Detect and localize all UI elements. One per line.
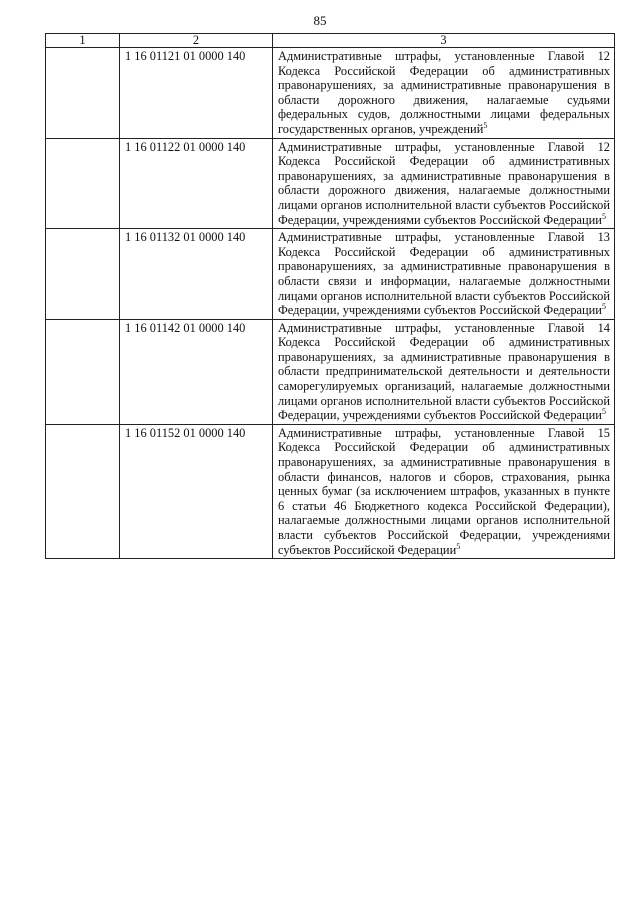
- description-body: Административные штрафы, установленные Главой 14 Кодекса Российской Федерации об административных правонарушениях, за административные правонарушения в области предпринимательской деятельности и деятельности саморегулируемых организаций, налагаемые должностными лицами органов исполнительной власти субъектов Российской Федерации, учреждениями субъектов Российской Федерации: [278, 320, 610, 423]
- budget-code-cell: 1 16 01142 01 0000 140: [120, 319, 273, 424]
- row-index-cell: [46, 424, 120, 558]
- table-row: [46, 229, 615, 320]
- row-index-cell: [46, 229, 120, 320]
- table-header-row: [46, 34, 615, 48]
- budget-code-cell: 1 16 01152 01 0000 140: [120, 424, 273, 558]
- footnote-marker: 5: [456, 541, 461, 551]
- budget-code-cell: 1 16 01121 01 0000 140: [120, 48, 273, 139]
- footnote-marker: 5: [601, 407, 606, 417]
- description-text: [278, 426, 610, 557]
- row-index-cell: [46, 138, 120, 229]
- description-text: [278, 49, 610, 137]
- description-cell: [273, 319, 615, 424]
- footnote-marker: 5: [483, 120, 488, 130]
- column-header-1: 1: [46, 34, 120, 48]
- budget-classification-table: [45, 33, 615, 559]
- table-row: [46, 48, 615, 139]
- description-text: [278, 321, 610, 423]
- description-body: Административные штрафы, установленные Главой 15 Кодекса Российской Федерации об административных правонарушениях, за административные правонарушения в области финансов, налогов и сборов, страхования, рынка ценных бумаг (за исключением штрафов, указанных в пункте 6 статьи 46 Бюджетного кодекса Российской Федерации), налагаемые должностными лицами органов исполнительной власти субъектов Российской Федерации, учреждениями субъектов Российской Федерации: [278, 425, 610, 557]
- row-index-cell: [46, 319, 120, 424]
- description-body: Административные штрафы, установленные Главой 12 Кодекса Российской Федерации об административных правонарушениях, за административные правонарушения в области дорожного движения, налагаемые судьями федеральных судов, должностными лицами федеральных государственных органов, учреждений: [278, 49, 610, 136]
- budget-code-cell: 1 16 01122 01 0000 140: [120, 138, 273, 229]
- description-body: Административные штрафы, установленные Главой 13 Кодекса Российской Федерации об административных правонарушениях, за административные правонарушения в области связи и информации, налагаемые должностными лицами органов исполнительной власти субъектов Российской Федерации, учреждениями субъектов Российской Федерации: [278, 230, 610, 318]
- description-text: [278, 140, 610, 228]
- page-number: 85: [313, 13, 327, 28]
- description-body: Административные штрафы, установленные Главой 12 Кодекса Российской Федерации об административных правонарушениях, за административные правонарушения в области дорожного движения, налагаемые должностными лицами органов исполнительной власти субъектов Российской Федерации, учреждениями субъектов Российской Федерации: [278, 139, 610, 227]
- description-text: [278, 230, 610, 318]
- description-cell: [273, 48, 615, 139]
- column-header-3: 3: [273, 34, 615, 48]
- table-row: [46, 138, 615, 229]
- budget-code-cell: 1 16 01132 01 0000 140: [120, 229, 273, 320]
- table-row: [46, 424, 615, 558]
- description-cell: [273, 138, 615, 229]
- column-header-2: 2: [120, 34, 273, 48]
- footnote-marker: 5: [601, 301, 606, 311]
- table-row: [46, 319, 615, 424]
- row-index-cell: [46, 48, 120, 139]
- footnote-marker: 5: [601, 211, 606, 221]
- description-cell: [273, 229, 615, 320]
- description-cell: [273, 424, 615, 558]
